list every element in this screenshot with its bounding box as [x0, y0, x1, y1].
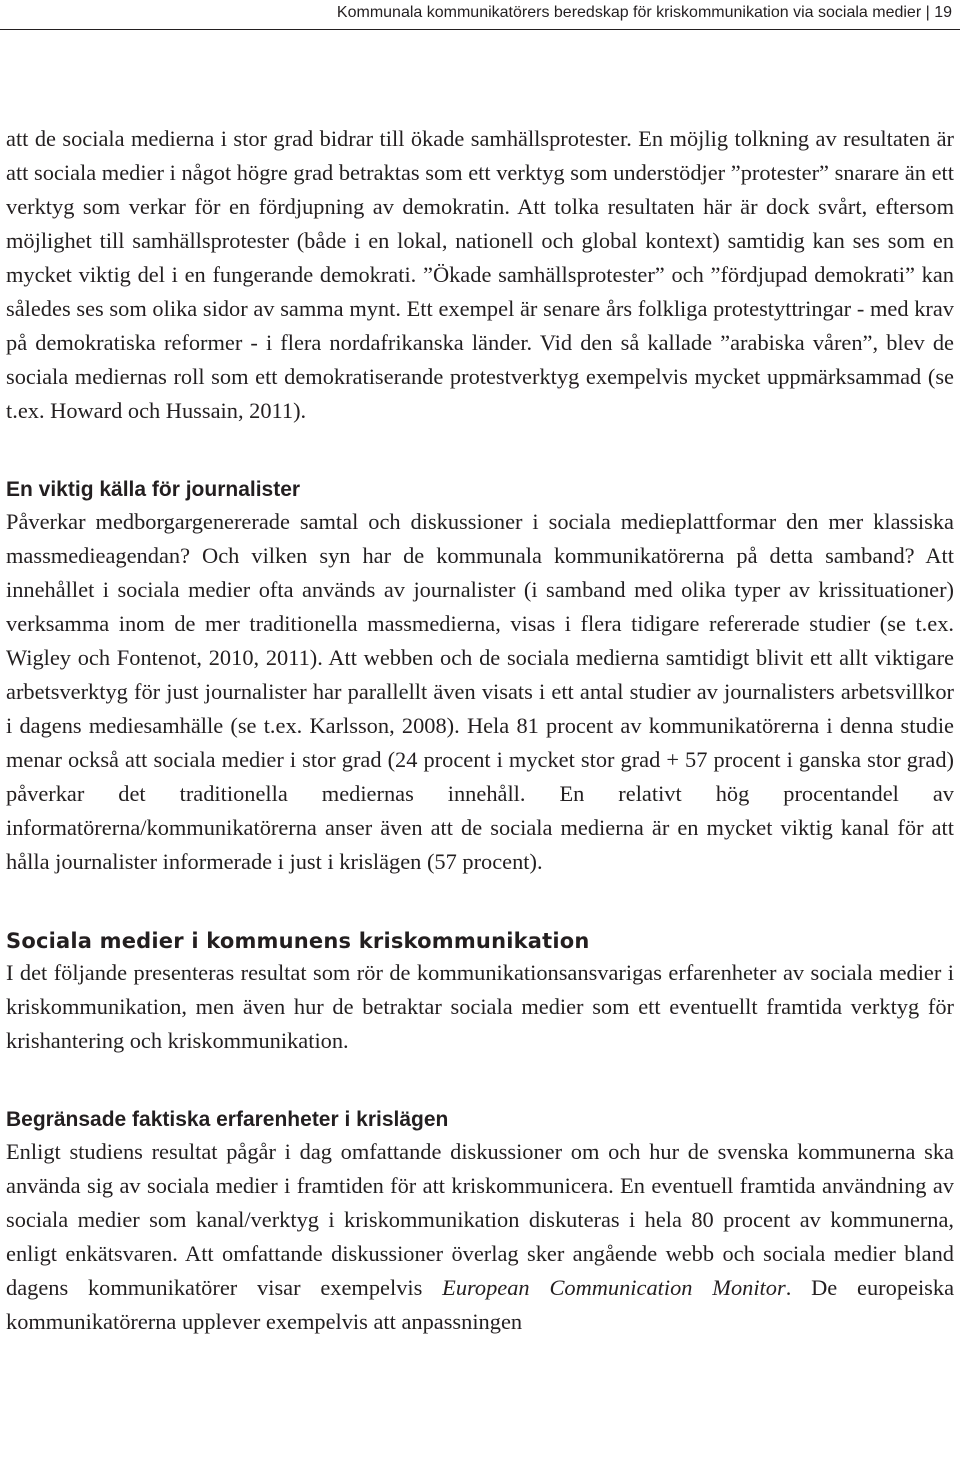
section-heading-journalists: En viktig källa för journalister	[6, 478, 301, 501]
section-limited-experience	[6, 1105, 954, 1339]
section-text-journalists: Påverkar medborgargenererade samtal och diskussioner i sociala medieplattformar den mer klassiska massmedieagendan? Och vilken syn har de kommunala kommunikatörerna på detta samband? Att innehållet i sociala medier ofta används av journalister (i samband med olika typer av krissituationer) verksamma inom de mer traditionella massmedierna, visas i flera tidigare refererade studier (se t.ex. Wigley och Fontenot, 2010, 2011). Att webben och de sociala medierna samtidigt blivit ett allt viktigare arbetsverktyg för just journalister har parallellt även visats i ett antal studier av journalisters arbetsvillkor i dagens mediesamhälle (se t.ex. Karlsson, 2008). Hela 81 procent av kommunikatörerna i denna studie menar också att sociala medier i stor grad (24 procent i mycket stor grad + 57 procent i ganska stor grad) påverkar det traditionella mediernas innehåll. En relativt hög procentandel av informatörerna/kommunikatörerna anser även att de sociala medierna är en mycket viktig kanal för att hålla journalister informerade i just i krislägen (57 procent).	[6, 509, 954, 874]
paragraph-intro: att de sociala medierna i stor grad bidrar till ökade samhällsprotester. En möjlig tolkning av resultaten är att sociala medier i något högre grad betraktas som ett verktyg som understödjer ”protester” snarare än ett verktyg som verkar för en fördjupning av demokratin. Att tolka resultaten här är dock svårt, eftersom möjlighet till samhällsprotester (både i en lokal, nationell och global kontext) samtidig kan ses som en mycket viktig del i en fungerande demokrati. ”Ökade samhällsprotester” och ”fördjupad demokrati” kan således ses som olika sidor av samma mynt. Ett exempel är senare års folkliga protestyttringar - med krav på demokratiska reformer - i flera nordafrikanska länder. Vid den så kallade ”arabiska våren”, blev de sociala mediernas roll som ett demokratiserande protestverktyg exempelvis mycket uppmärksammad (se t.ex. Howard och Hussain, 2011).	[6, 126, 954, 423]
section-crisis-communication	[6, 926, 954, 1058]
section-heading-limited-experience: Begränsade faktiska erfarenheter i krislägen	[6, 1108, 449, 1131]
section-heading-crisis-communication: Sociala medier i kommunens kriskommunikation	[6, 929, 590, 953]
page-body	[6, 122, 954, 1339]
text-before-italic: Enligt studiens resultat pågår i dag omfattande diskussioner om och hur de svenska kommunerna ska använda sig av sociala medier i framtiden för att kriskommunicera. En eventuell framtida användning av sociala medier som kanal/verktyg i kriskommunikation diskuteras i hela 80 procent av kommunerna, enligt enkätsvaren. Att omfattande diskussioner överlag sker angående webb och sociala medier bland dagens kommunikatörer visar exempelvis	[6, 1139, 954, 1300]
text-after-italic: . De europeiska kommunikatörerna upplever exempelvis att anpassningen	[6, 1275, 955, 1334]
section-journalists	[6, 475, 954, 879]
section-text-limited-experience	[6, 1135, 954, 1339]
section-text-crisis-communication: I det följande presenteras resultat som rör de kommunikationsansvarigas erfarenheter av sociala medier i kriskommunikation, men även hur de betraktar sociala medier som ett eventuellt framtida verktyg för krishantering och kriskommunikation.	[6, 960, 954, 1053]
publication-title: European Communication Monitor	[442, 1275, 786, 1300]
running-title: Kommunala kommunikatörers beredskap för kriskommunikation via sociala medier | 19	[336, 4, 952, 21]
running-header	[0, 0, 960, 30]
